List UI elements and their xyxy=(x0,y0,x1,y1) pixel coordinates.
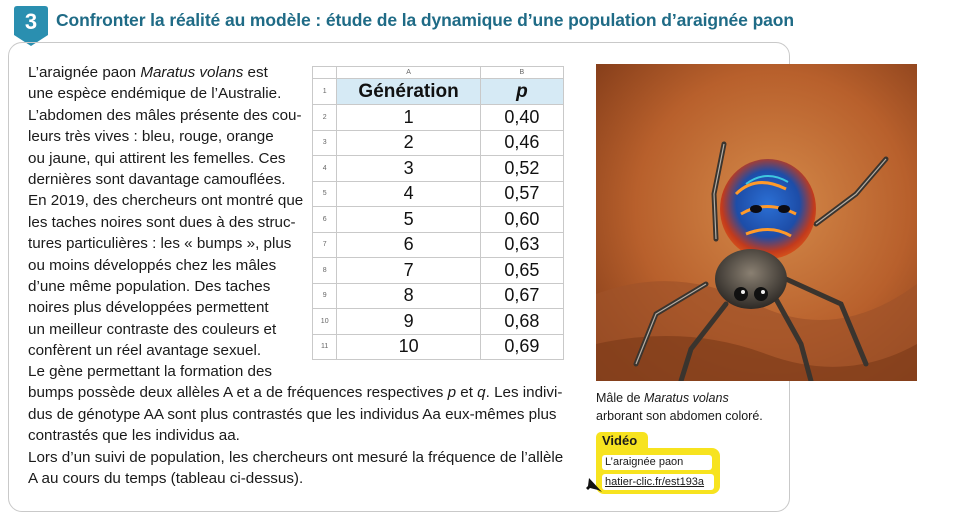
generation-cell: 4 xyxy=(337,181,480,207)
column-letter-row xyxy=(313,67,564,79)
row-number: 10 xyxy=(313,309,337,335)
intro-text-fragment: est xyxy=(243,64,268,81)
intro-text-line xyxy=(28,212,296,233)
video-link[interactable]: hatier-clic.fr/est193a xyxy=(602,474,714,490)
generation-cell: 2 xyxy=(337,130,480,156)
frequency-table xyxy=(312,66,564,360)
header-generation: Génération xyxy=(337,79,480,105)
body-text-line xyxy=(28,468,576,489)
table-row xyxy=(313,334,564,360)
body-text-fragment: A au cours du temps (tableau ci-dessus). xyxy=(28,470,304,488)
intro-text-fragment: ou moins développés chez les mâles xyxy=(28,256,277,274)
generation-cell: 6 xyxy=(337,232,480,258)
body-text-fragment: Le gène permettant la formation des xyxy=(28,363,272,380)
peacock-spider-photo xyxy=(596,64,917,381)
body-text xyxy=(28,361,576,489)
p-value-cell: 0,40 xyxy=(480,105,563,131)
generation-cell: 1 xyxy=(337,105,480,131)
table-row xyxy=(313,258,564,284)
table-row xyxy=(313,130,564,156)
body-text-fragment: dus de génotype AA sont plus contrastés que les individus Aa eux-mêmes plus xyxy=(28,405,557,423)
intro-text-fragment: En 2019, des chercheurs ont montré que xyxy=(28,192,304,210)
video-tab-label: Vidéo xyxy=(596,432,648,450)
row-number: 2 xyxy=(313,105,337,131)
table-row xyxy=(313,283,564,309)
intro-text-line xyxy=(28,126,296,147)
intro-text-line xyxy=(28,190,304,211)
intro-text-line xyxy=(28,297,296,318)
table-row xyxy=(313,156,564,182)
generation-cell: 8 xyxy=(337,283,480,309)
intro-text-fragment: les taches noires sont dues à des struc- xyxy=(28,213,296,231)
intro-text-line xyxy=(28,148,296,169)
intro-text xyxy=(28,62,304,362)
p-value-cell: 0,68 xyxy=(480,309,563,335)
body-text-fragment: . Les indivi- xyxy=(485,384,563,402)
p-value-cell: 0,46 xyxy=(480,130,563,156)
body-text-fragment: q xyxy=(477,384,486,402)
intro-text-line xyxy=(28,105,302,126)
generation-cell: 10 xyxy=(337,334,480,360)
cursor-arrow-icon xyxy=(586,472,604,494)
intro-text-fragment: une espèce endémique de l’Australie. xyxy=(28,85,282,103)
p-value-cell: 0,63 xyxy=(480,232,563,258)
body-text-line xyxy=(28,382,576,403)
intro-text-line xyxy=(28,319,296,340)
corner-cell xyxy=(313,67,337,79)
intro-text-fragment: dernières sont davantage camouflées. xyxy=(28,171,286,189)
table-row xyxy=(313,232,564,258)
body-text-fragment: Lors d’un suivi de population, les chercheurs ont mesuré la fréquence de l’allèle xyxy=(28,448,564,466)
intro-text-fragment: L’abdomen des mâles présente des cou- xyxy=(28,106,302,124)
p-value-cell: 0,57 xyxy=(480,181,563,207)
table-row xyxy=(313,181,564,207)
table-row xyxy=(313,207,564,233)
row-number: 3 xyxy=(313,130,337,156)
row-number: 1 xyxy=(313,79,337,105)
header-p: p xyxy=(480,79,563,105)
p-value-cell: 0,69 xyxy=(480,334,563,360)
intro-text-line xyxy=(28,233,296,254)
intro-text-fragment: ou jaune, qui attirent les femelles. Ces xyxy=(28,149,286,167)
p-value-cell: 0,60 xyxy=(480,207,563,233)
body-text-line xyxy=(28,447,576,468)
photo-caption xyxy=(596,389,763,425)
section-number: 3 xyxy=(24,9,38,34)
row-number: 5 xyxy=(313,181,337,207)
body-text-line xyxy=(28,425,576,446)
column-letter-b: B xyxy=(480,67,563,79)
intro-text-fragment: noires plus développées permettent xyxy=(28,299,269,317)
intro-text-line xyxy=(28,169,296,190)
row-number: 7 xyxy=(313,232,337,258)
caption-species: Maratus volans xyxy=(643,391,729,405)
generation-cell: 5 xyxy=(337,207,480,233)
p-value-cell: 0,67 xyxy=(480,283,563,309)
p-value-cell: 0,65 xyxy=(480,258,563,284)
column-letter-a: A xyxy=(337,67,480,79)
intro-text-fragment: Maratus volans xyxy=(140,64,244,81)
page-title: Confronter la réalité au modèle : étude de la dynamique d’une population d’araignée paon xyxy=(56,10,794,30)
body-text-line xyxy=(28,404,576,425)
table-header-row xyxy=(313,79,564,105)
intro-text-fragment: confèrent un réel avantage sexuel. xyxy=(28,342,262,360)
table-row xyxy=(313,105,564,131)
generation-cell: 9 xyxy=(337,309,480,335)
caption-prefix: Mâle de xyxy=(596,391,644,405)
generation-cell: 7 xyxy=(337,258,480,284)
intro-text-fragment: L’araignée paon xyxy=(28,64,141,81)
intro-text-line xyxy=(28,83,296,104)
body-text-fragment: et xyxy=(456,384,478,402)
video-title: L’araignée paon xyxy=(602,455,712,470)
intro-text-line xyxy=(28,255,296,276)
intro-text-fragment: leurs très vives : bleu, rouge, orange xyxy=(28,128,274,146)
caption-line2: arborant son abdomen coloré. xyxy=(596,409,763,423)
p-value-cell: 0,52 xyxy=(480,156,563,182)
body-text-fragment: bumps possède deux allèles A et a de fréquences respectives xyxy=(28,384,448,402)
intro-text-line xyxy=(28,62,296,83)
row-number: 9 xyxy=(313,283,337,309)
row-number: 6 xyxy=(313,207,337,233)
intro-text-line xyxy=(28,276,296,297)
body-text-fragment: contrastés que les individus aa. xyxy=(28,427,240,445)
generation-cell: 3 xyxy=(337,156,480,182)
row-number: 8 xyxy=(313,258,337,284)
row-number: 4 xyxy=(313,156,337,182)
row-number: 11 xyxy=(313,334,337,360)
body-text-line xyxy=(28,361,576,382)
table-row xyxy=(313,309,564,335)
intro-text-fragment: tures particulières : les « bumps », plus xyxy=(28,235,292,253)
body-text-fragment: p xyxy=(447,384,457,402)
intro-text-line xyxy=(28,340,296,361)
intro-text-fragment: d’une même population. Des taches xyxy=(28,278,271,296)
intro-text-fragment: un meilleur contraste des couleurs et xyxy=(28,320,277,338)
